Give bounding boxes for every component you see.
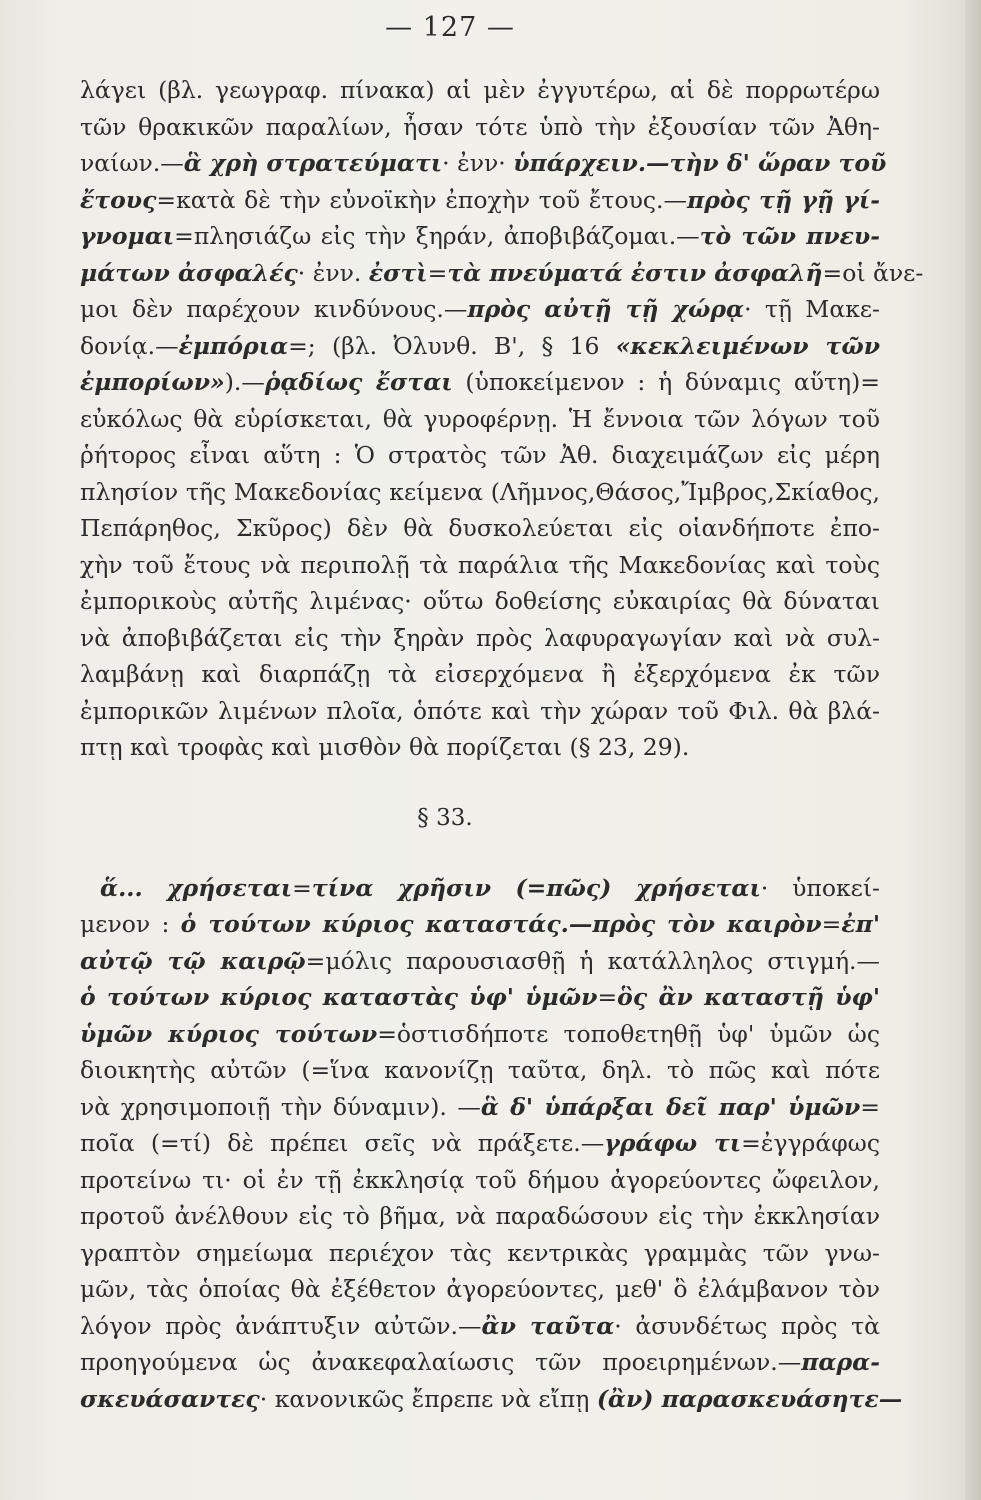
line-text: πτῃ καὶ τροφὰς καὶ μισθὸν θὰ πορίζεται (§ 23, 29).: [80, 733, 690, 761]
lemma-term: ὁ τούτων κύριος καταστὰς ὑφ' ὑμῶν: [80, 983, 598, 1011]
line-text: · τῇ Μακε-: [744, 295, 880, 323]
line-text: ῥήτορος εἶναι αὕτη : Ὁ στρατὸς τῶν Ἀθ. διαχειμάζων εἰς μέρη: [80, 441, 880, 469]
text-line: [80, 437, 880, 474]
lemma-term: ἅ... χρήσεται: [100, 873, 293, 902]
line-text: =: [597, 983, 618, 1011]
text-line: [80, 72, 880, 109]
line-text: =οἱ ἄνε-: [822, 258, 924, 287]
text-line: [80, 1235, 880, 1272]
lemma-term: ἂν ταῦτα: [481, 1311, 615, 1340]
line-text: · κανονικῶς ἔπρεπε νὰ εἴπῃ: [259, 1384, 597, 1413]
text-line: [80, 1198, 880, 1235]
line-text: Πεπάρηθος, Σκῦρος) δὲν θὰ δυσκολεύεται εἰς οἱανδήποτε ἐπο-: [80, 514, 880, 542]
page-edge-shadow: [965, 0, 981, 1500]
lemma-term: ἐμπόρια: [178, 331, 289, 360]
line-text: προτείνω τι· οἱ ἐν τῇ ἐκκλησίᾳ τοῦ δήμου ἀγορεύοντες ὤφειλον,: [80, 1165, 880, 1194]
line-text: μοι δὲν παρέχουν κινδύνους.—: [80, 295, 468, 323]
commentary-section-32: [80, 72, 924, 766]
line-text: νὰ χρησιμοποιῇ τὴν δύναμιν). —: [80, 1092, 481, 1121]
lemma-term: ῥᾳδίως ἔσται: [264, 368, 453, 396]
lemma-term: (ἂν) παρασκευάσητε—: [596, 1384, 903, 1413]
lemma-term: μάτων ἀσφαλές: [80, 258, 298, 287]
lemma-term: ὑπάρχειν.—τὴν δ' ὥραν τοῦ: [513, 149, 887, 177]
line-text: πλησίον τῆς Μακεδονίας κείμενα (Λῆμνος,Θάσος,Ἴμβρος,Σκίαθος,: [80, 477, 880, 506]
line-text: εὐκόλως θὰ εὑρίσκεται, θὰ γυροφέρνῃ. Ἡ ἔννοια τῶν λόγων τοῦ: [80, 404, 880, 433]
lemma-term: παρα-: [801, 1348, 880, 1376]
lemma-term: αὐτῷ τῷ καιρῷ: [80, 946, 306, 975]
line-text: γραπτὸν σημείωμα περιέχον τὰς κεντρικὰς γραμμὰς τῶν γνω-: [80, 1238, 880, 1267]
text-line: [80, 109, 880, 146]
lemma-term: ἐστὶ: [368, 258, 428, 287]
text-line: [80, 906, 880, 943]
lemma-term: ὃς ἂν καταστῇ ὑφ': [617, 983, 881, 1011]
lemma-term: ἐμπορίων»: [80, 368, 225, 396]
line-text: (ὑποκείμενον : ἡ δύναμις αὕτη)=: [452, 368, 880, 396]
line-text: νὰ ἀποβιβάζεται εἰς τὴν ξηρὰν πρὸς λαφυραγωγίαν καὶ νὰ συλ-: [80, 623, 880, 652]
line-text: λαμβάνῃ καὶ διαρπάζῃ τὰ εἰσερχόμενα ἢ ἐξερχόμενα ἐκ τῶν: [80, 660, 880, 688]
line-text: =κατὰ δὲ τὴν εὐνοϊκὴν ἐποχὴν τοῦ ἔτους.—: [156, 185, 688, 214]
lemma-term: τὰ πνεύματά ἐστιν ἀσφαλῆ: [447, 258, 823, 287]
text-line: [80, 1344, 880, 1381]
line-text: =: [427, 258, 448, 287]
text-line: [80, 1089, 880, 1126]
text-line: [80, 474, 880, 511]
line-text: ναίων.—: [80, 149, 184, 177]
lemma-term: ὑμῶν κύριος τούτων: [80, 1019, 378, 1048]
lemma-term: ἐπ': [841, 910, 881, 938]
lemma-term: ἃ δ' ὑπάρξαι δεῖ παρ' ὑμῶν: [480, 1092, 861, 1121]
line-text: =: [821, 910, 842, 938]
line-text: =ἐγγράφως: [741, 1129, 881, 1157]
text-line: [80, 979, 880, 1016]
text-line: [80, 1125, 880, 1162]
line-text: =: [292, 873, 312, 902]
lemma-term: σκευάσαντες: [80, 1384, 260, 1413]
line-text: μῶν, τὰς ὁποίας θὰ ἐξέθετον ἀγορεύοντες, μεθ' ὃ ἐλάμβανον τὸν: [80, 1275, 880, 1303]
lemma-term: πρὸς αὐτῇ τῇ χώρᾳ: [467, 295, 745, 323]
text-line: [80, 328, 880, 365]
lemma-term: ὁ τούτων κύριος καταστάς.—πρὸς τὸν καιρὸν: [180, 910, 822, 938]
text-line: [80, 291, 880, 328]
text-line: [80, 693, 880, 730]
lemma-term: πρὸς τῇ γῇ γί-: [687, 185, 880, 214]
text-line: [80, 1162, 880, 1199]
lemma-term: γράφω τι: [604, 1129, 742, 1157]
text-line: [80, 255, 924, 292]
line-text: =ὁστισδήποτε τοποθετηθῇ ὑφ' ὑμῶν ὡς: [377, 1019, 880, 1048]
line-text: =μόλις παρουσιασθῇ ἡ κατάλληλος στιγμή.—: [305, 946, 881, 975]
lemma-term: «κεκλειμένων τῶν: [615, 331, 881, 360]
lemma-term: ἔτους: [80, 185, 157, 214]
line-text: διοικητὴς αὐτῶν (=ἵνα κανονίζῃ ταῦτα, δηλ. τὸ πῶς καὶ πότε: [80, 1056, 880, 1084]
lemma-term: τὸ τῶν πνευ-: [699, 222, 880, 250]
line-text: ποῖα (=τί) δὲ πρέπει σεῖς νὰ πράξετε.—: [80, 1129, 605, 1157]
text-line: [80, 401, 880, 438]
line-text: ἐμπορικοὺς αὐτῆς λιμένας· οὕτω δοθείσης εὐκαιρίας θὰ δύναται: [80, 587, 880, 615]
line-text: δονίᾳ.—: [80, 331, 179, 360]
line-text: λόγον πρὸς ἀνάπτυξιν αὐτῶν.—: [80, 1311, 482, 1340]
text-line: [80, 943, 880, 980]
line-text: λάγει (βλ. γεωγραφ. πίνακα) αἱ μὲν ἐγγυτέρω, αἱ δὲ πορρωτέρω: [80, 76, 880, 104]
line-text: προτοῦ ἀνέλθουν εἰς τὸ βῆμα, νὰ παραδώσουν εἰς τὴν ἐκκλησίαν: [80, 1202, 880, 1230]
line-text: =: [860, 1092, 880, 1121]
body-text: [80, 72, 924, 1417]
commentary-section-33: [80, 870, 903, 1418]
lemma-term: γνομαι: [80, 222, 175, 250]
line-text: χὴν τοῦ ἔτους νὰ περιπολῇ τὰ παράλια τῆς Μακεδονίας καὶ τοὺς: [80, 550, 880, 579]
line-text: ).—: [224, 368, 265, 396]
text-line: [80, 1308, 880, 1345]
line-text: προηγούμενα ὡς ἀνακεφαλαίωσις τῶν προειρημένων.—: [80, 1348, 802, 1376]
text-line: [80, 547, 880, 584]
line-text: μενον :: [80, 910, 181, 938]
line-text: =; (βλ. Ὀλυνθ. Β', § 16: [288, 331, 616, 360]
text-line: [80, 729, 880, 766]
text-line: [80, 1381, 903, 1418]
text-line: [80, 145, 887, 182]
lemma-term: τίνα χρῆσιν (=πῶς) χρήσεται: [311, 873, 761, 902]
line-text: ἐμπορικῶν λιμένων πλοῖα, ὁπότε καὶ τὴν χώραν τοῦ Φιλ. θὰ βλά-: [80, 696, 880, 725]
lemma-term: ἃ χρὴ στρατεύματι: [183, 149, 443, 177]
section-heading: § 33.: [417, 804, 473, 831]
text-line: [80, 1052, 880, 1089]
text-line: [80, 870, 880, 907]
line-text: =πλησιάζω εἰς τὴν ξηράν, ἀποβιβάζομαι.—: [174, 222, 700, 250]
text-line: [80, 620, 880, 657]
line-text: · ὑποκεί-: [760, 873, 880, 902]
line-text: · ἀσυνδέτως πρὸς τὰ: [614, 1311, 881, 1340]
text-line: [80, 583, 880, 620]
text-line: [80, 510, 880, 547]
text-line: [80, 1016, 880, 1053]
text-line: [80, 364, 880, 401]
line-text: τῶν θρακικῶν παραλίων, ἦσαν τότε ὑπὸ τὴν ἐξουσίαν τῶν Ἀθη-: [80, 112, 880, 141]
page-number: — 127 —: [385, 12, 515, 43]
text-line: [80, 1271, 880, 1308]
text-line: [80, 218, 880, 255]
line-text: · ἐνν.: [297, 258, 369, 287]
text-line: [80, 656, 880, 693]
text-line: [80, 182, 880, 219]
line-text: · ἐνν·: [442, 149, 514, 177]
